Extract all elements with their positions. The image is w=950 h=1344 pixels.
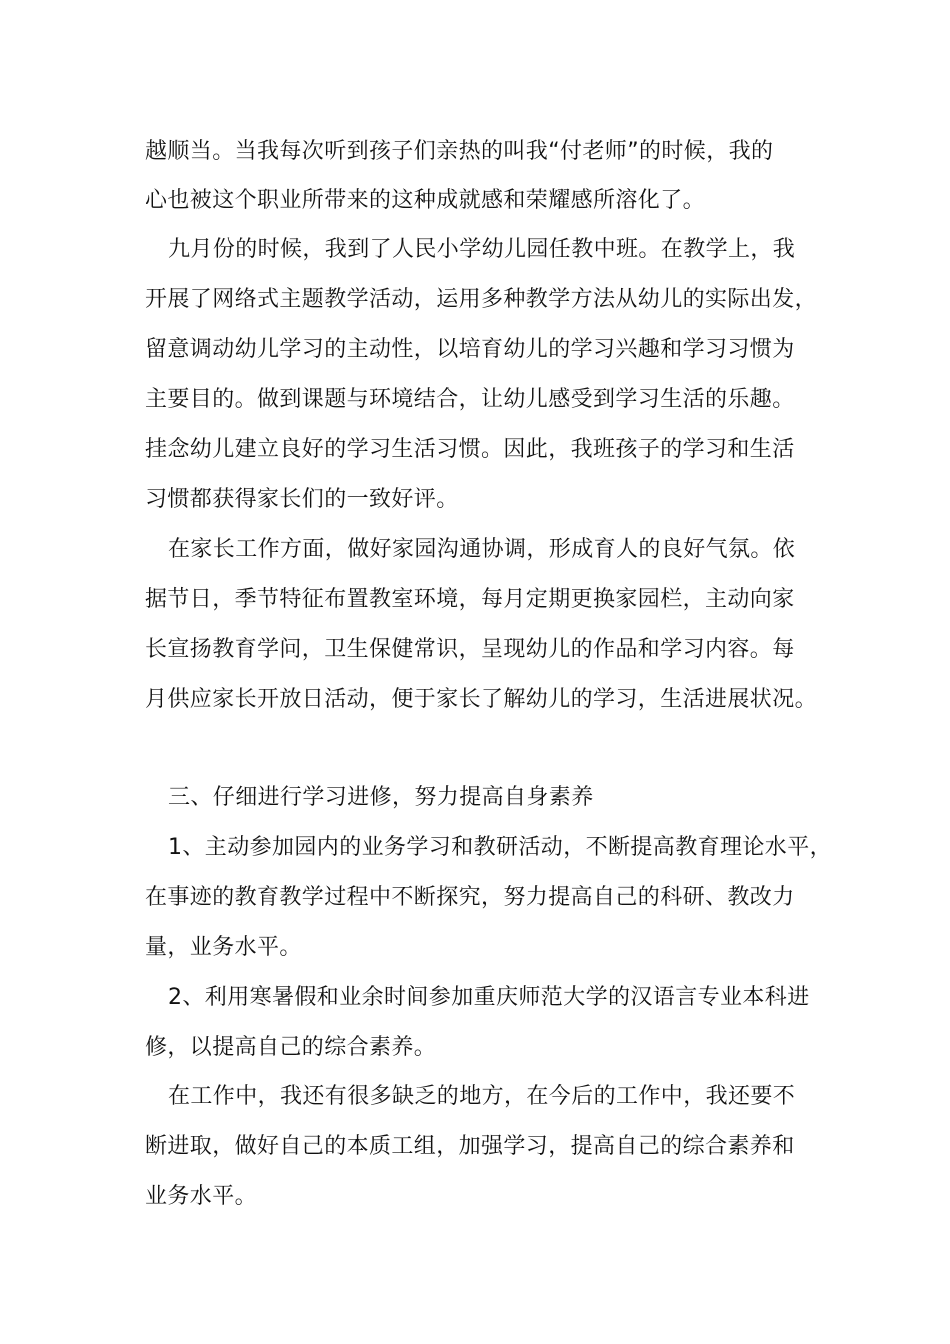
paragraph-line: 习惯都获得家长们的一致好评。 (145, 487, 459, 512)
paragraph-line: 业务水平。 (145, 1184, 258, 1209)
paragraph-line: 在工作中，我还有很多缺乏的地方，在今后的工作中，我还要不 (168, 1084, 796, 1109)
paragraph-line: 留意调动幼儿学习的主动性，以培育幼儿的学习兴趣和学习习惯为 (145, 337, 795, 362)
paragraph-line: 挂念幼儿建立良好的学习生活习惯。因此，我班孩子的学习和生活 (145, 437, 795, 462)
paragraph-line: 九月份的时候，我到了人民小学幼儿园任教中班。在教学上，我 (168, 237, 796, 262)
paragraph-line: 开展了网络式主题教学活动，运用多种教学方法从幼儿的实际出发， (145, 287, 818, 312)
paragraph-line: 修，以提高自己的综合素养。 (145, 1035, 437, 1060)
paragraph-line: 1、主动参加园内的业务学习和教研活动，不断提高教育理论水平， (168, 835, 832, 860)
paragraph-line: 量，业务水平。 (145, 935, 302, 960)
paragraph-line: 在家长工作方面，做好家园沟通协调，形成育人的良好气氛。依 (168, 537, 796, 562)
paragraph-line: 据节日，季节特征布置教室环境，每月定期更换家园栏，主动向家 (145, 587, 795, 612)
paragraph-line: 越顺当。当我每次听到孩子们亲热的叫我“付老师”的时候，我的 (145, 139, 774, 164)
paragraph-line: 长宣扬教育学问，卫生保健常识，呈现幼儿的作品和学习内容。每 (145, 637, 795, 662)
paragraph-line: 心也被这个职业所带来的这种成就感和荣耀感所溶化了。 (145, 188, 706, 213)
paragraph-line: 在事迹的教育教学过程中不断探究，努力提高自己的科研、教改力 (145, 885, 795, 910)
paragraph-line: 断进取，做好自己的本质工组，加强学习，提高自己的综合素养和 (145, 1134, 795, 1159)
paragraph-line: 主要目的。做到课题与环境结合，让幼儿感受到学习生活的乐趣。 (145, 387, 795, 412)
paragraph-line: 月供应家长开放日活动，便于家长了解幼儿的学习，生活进展状况。 (145, 687, 818, 712)
section-heading: 三、仔细进行学习进修，努力提高自身素养 (168, 785, 594, 810)
paragraph-line: 2、利用寒暑假和业余时间参加重庆师范大学的汉语言专业本科进 (168, 985, 810, 1010)
